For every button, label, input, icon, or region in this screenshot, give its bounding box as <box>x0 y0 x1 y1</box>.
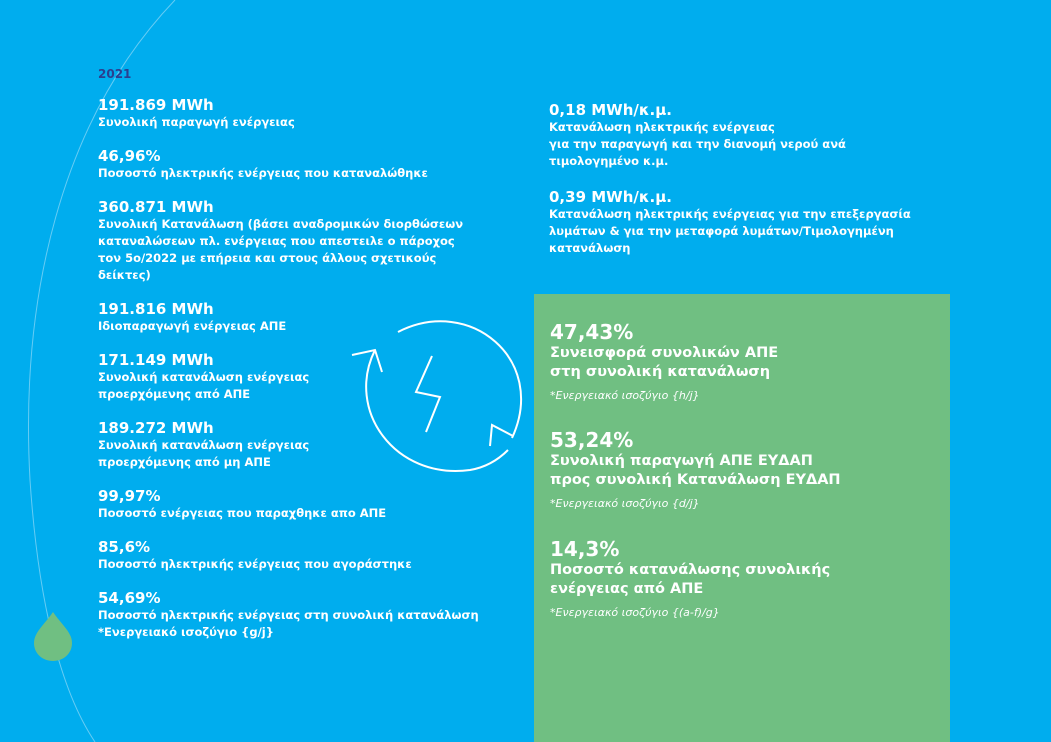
stat-value: 0,18 MWh/κ.μ. <box>549 101 672 119</box>
stat-value: 189.272 MWh <box>98 419 214 437</box>
green-stat-label: Συνολική παραγωγή ΑΠΕ ΕΥΔΑΠ προς συνολική Κατανάλωση ΕΥΔΑΠ <box>550 453 841 488</box>
stat-label: Ιδιοπαραγωγή ενέργειας ΑΠΕ <box>98 319 287 333</box>
right-stats-column <box>549 101 949 257</box>
stat-label: Ποσοστό ηλεκτρικής ενέργειας που αγοράστηκε <box>98 557 412 571</box>
stat-label: Συνολική παραγωγή ενέργειας <box>98 115 295 129</box>
stat-value: 191.869 MWh <box>98 96 214 114</box>
stat-wastewater-consumption <box>549 188 949 257</box>
stat-label: Συνολική κατανάλωση ενέργειας προερχόμενης από μη ΑΠΕ <box>98 438 310 469</box>
stat-label: Συνολική Κατανάλωση (βάσει αναδρομικών διορθώσεων καταναλώσεων πλ. ενέργειας που απεστειλε ο πάροχος τον 5ο/2022 με επήρεια και στους άλλους σχετικούς δείκτες) <box>98 217 464 282</box>
green-stat-label: Συνεισφορά συνολικών ΑΠΕ στη συνολική κατανάλωση <box>550 345 779 380</box>
stat-label: Συνολική κατανάλωση ενέργειας προερχόμενης από ΑΠΕ <box>98 370 310 401</box>
stat-value: 191.816 MWh <box>98 300 214 318</box>
stat-non-res-consumption <box>98 419 508 471</box>
stat-purchased-percent <box>98 538 508 573</box>
green-stat-note: *Ενεργειακό ισοζύγιο {(a-f)/g} <box>550 606 720 619</box>
green-stat-res-contribution <box>550 320 940 404</box>
green-stat-res-production-ratio <box>550 428 940 512</box>
stat-res-consumption <box>98 351 508 403</box>
stat-label: Ποσοστό ηλεκτρικής ενέργειας στη συνολική κατανάλωση *Ενεργειακό ισοζύγιο {g/j} <box>98 608 479 639</box>
stat-label: Ποσοστό ενέργειας που παραχθηκε απο ΑΠΕ <box>98 506 387 520</box>
stat-value: 85,6% <box>98 538 151 556</box>
green-stat-value: 47,43% <box>550 320 634 344</box>
water-drop-icon <box>34 612 72 661</box>
stat-value: 99,97% <box>98 487 161 505</box>
stat-total-consumption <box>98 198 508 284</box>
stat-total-production <box>98 96 508 131</box>
stat-label: Κατανάλωση ηλεκτρικής ενέργειας για την επεξεργασία λυμάτων & για την μεταφορά λυμάτων/Τιμολογημένη κατανάλωση <box>549 207 911 255</box>
green-stat-res-consumption-percent <box>550 537 940 621</box>
stat-value: 54,69% <box>98 589 161 607</box>
green-stat-note: *Ενεργειακό ισοζύγιο {h/j} <box>550 389 700 402</box>
stat-label: Ποσοστό ηλεκτρικής ενέργειας που καταναλώθηκε <box>98 166 428 180</box>
stat-res-produced-percent <box>98 487 508 522</box>
stat-value: 171.149 MWh <box>98 351 214 369</box>
green-stat-value: 14,3% <box>550 537 620 561</box>
green-stat-value: 53,24% <box>550 428 634 452</box>
stat-res-self-production <box>98 300 508 335</box>
year-label: 2021 <box>98 67 132 81</box>
stat-label: Κατανάλωση ηλεκτρικής ενέργειας για την παραγωγή και την διανομή νερού ανά τιμολογημένο κ.μ. <box>549 120 846 168</box>
stat-water-consumption <box>549 101 949 170</box>
green-stat-label: Ποσοστό κατανάλωσης συνολικής ενέργειας από ΑΠΕ <box>550 562 831 597</box>
green-stat-note: *Ενεργειακό ισοζύγιο {d/j} <box>550 497 700 510</box>
stat-consumed-percent <box>98 147 508 182</box>
stat-value: 0,39 MWh/κ.μ. <box>549 188 672 206</box>
stat-value: 46,96% <box>98 147 161 165</box>
stat-electric-share <box>98 589 508 641</box>
stat-value: 360.871 MWh <box>98 198 214 216</box>
left-stats-column <box>98 96 508 641</box>
green-highlight-panel <box>534 294 950 742</box>
